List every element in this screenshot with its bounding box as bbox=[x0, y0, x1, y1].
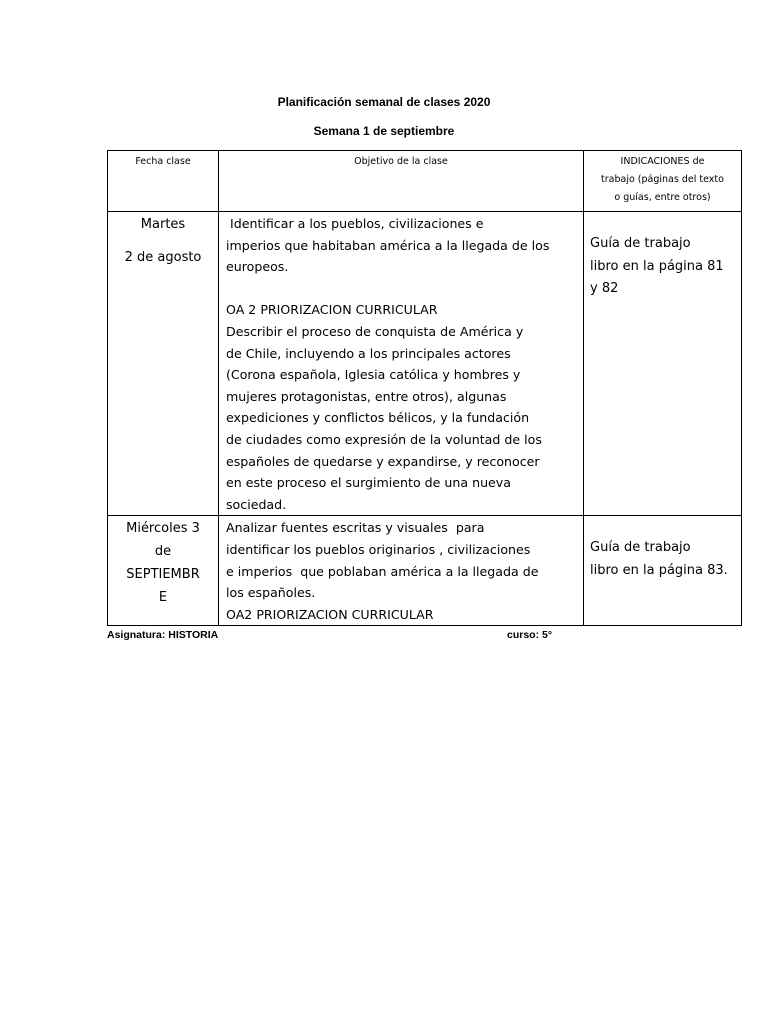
objective-cell bbox=[219, 212, 584, 516]
objective-line: e imperios que poblaban américa a la llegada de bbox=[226, 563, 539, 579]
objective-line: Identificar a los pueblos, civilizaciones e bbox=[226, 216, 484, 231]
objective-line: europeos. bbox=[226, 259, 289, 275]
objective-line: de ciudades como expresión de la voluntad de los bbox=[226, 431, 542, 447]
date-cell bbox=[108, 516, 219, 626]
objective-line: en este proceso el surgimiento de una nueva bbox=[226, 475, 511, 491]
header-objective: Objetivo de la clase bbox=[354, 156, 448, 167]
date-line: E bbox=[158, 590, 168, 606]
objective-line: los españoles. bbox=[226, 585, 316, 601]
objective-line: OA2 PRIORIZACION CURRICULAR bbox=[226, 606, 434, 622]
indication-line: y 82 bbox=[590, 281, 619, 296]
objective-line: expediciones y conflictos bélicos, y la fundación bbox=[226, 410, 530, 426]
objective-line: Analizar fuentes escritas y visuales para bbox=[226, 520, 485, 536]
table-row bbox=[108, 212, 742, 516]
objective-cell bbox=[219, 516, 584, 626]
header-indications-line: INDICACIONES de bbox=[620, 156, 705, 167]
date-line: 2 de agosto bbox=[124, 250, 202, 265]
objective-line: (Corona española, Iglesia católica y hombres y bbox=[226, 367, 521, 383]
table-header-row bbox=[108, 151, 742, 212]
subject-label: Asignatura: HISTORIA bbox=[107, 629, 219, 641]
date-cell bbox=[108, 212, 219, 516]
objective-line: OA 2 PRIORIZACION CURRICULAR bbox=[226, 302, 438, 318]
header-indications-cell bbox=[584, 151, 742, 212]
indication-line: Guía de trabajo bbox=[590, 236, 691, 251]
date-line: Martes bbox=[140, 217, 186, 232]
indication-line: Guía de trabajo bbox=[590, 540, 691, 556]
objective-line bbox=[226, 278, 577, 300]
date-line: Miércoles 3 bbox=[126, 521, 200, 537]
header-date: Fecha clase bbox=[135, 156, 191, 167]
document-title: Planificación semanal de clases 2020 bbox=[277, 95, 491, 109]
objective-line: identificar los pueblos originarios , civilizaciones bbox=[226, 541, 531, 557]
objective-line: de Chile, incluyendo a los principales actores bbox=[226, 345, 511, 361]
header-indications bbox=[584, 151, 741, 207]
indication-line: libro en la página 81 bbox=[590, 258, 724, 274]
indications-cell bbox=[584, 516, 742, 626]
document-subtitle: Semana 1 de septiembre bbox=[313, 124, 455, 138]
objective-line: imperios que habitaban américa a la llegada de los bbox=[226, 237, 550, 253]
planning-table bbox=[107, 150, 742, 626]
indications-cell bbox=[584, 212, 742, 516]
header-indications-line: o guías, entre otros) bbox=[614, 192, 711, 203]
course-label: curso: 5° bbox=[507, 629, 553, 641]
date-line: SEPTIEMBR bbox=[126, 567, 200, 583]
objective-line: mujeres protagonistas, entre otros), algunas bbox=[226, 388, 507, 404]
objective-line: españoles de quedarse y expandirse, y reconocer bbox=[226, 453, 540, 469]
objective-line: Describir el proceso de conquista de América y bbox=[226, 323, 524, 339]
date-line: de bbox=[154, 544, 172, 560]
indication-line: libro en la página 83. bbox=[590, 562, 728, 578]
header-date-cell bbox=[108, 151, 219, 212]
header-objective-cell bbox=[219, 151, 584, 212]
objective-line: sociedad. bbox=[226, 496, 287, 512]
header-indications-line: trabajo (páginas del texto bbox=[601, 174, 724, 185]
table-row bbox=[108, 516, 742, 626]
